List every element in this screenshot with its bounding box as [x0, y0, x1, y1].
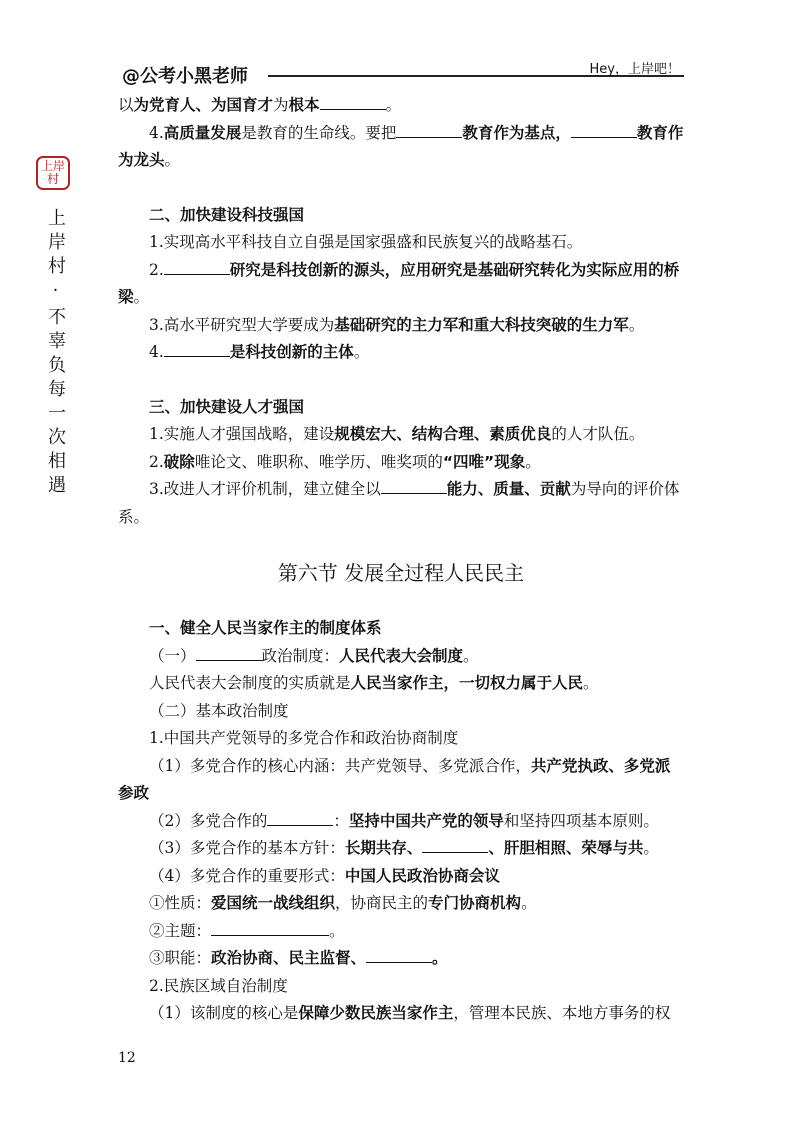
fill-blank: [164, 341, 230, 357]
section-title: 第六节 发展全过程人民民主: [277, 561, 525, 585]
header-slogan: Hey，上岸吧！: [589, 62, 680, 77]
fill-blank: [396, 122, 462, 138]
paragraph: （一） 政治制度：人民代表大会制度。: [149, 646, 479, 665]
paragraph: 2. 研究是科技创新的源头，应用研究是基础研究转化为实际应用的桥梁。: [118, 260, 680, 306]
fill-blank: [366, 947, 432, 963]
paragraph: ③职能：政治协商、民主监督、 。: [149, 949, 448, 967]
paragraph: 1.实现高水平科技自立自强是国家强盛和民族复兴的战略基石。: [149, 233, 583, 251]
fill-blank: [422, 837, 488, 853]
fill-blank: [211, 920, 329, 936]
fill-blank: [164, 259, 230, 275]
header-brand: @公考小黑老师: [122, 66, 248, 87]
paragraph: 1.实施人才强国战略，建设规模宏大、结构合理、素质优良的人才队伍。: [149, 425, 645, 443]
fill-blank: [196, 645, 262, 661]
paragraph: 1.中国共产党领导的多党合作和政治协商制度: [149, 729, 459, 747]
paragraph: 3.改进人才评价机制，建立健全以 能力、质量、贡献为导向的评价体系。: [118, 480, 680, 526]
seal-logo: [36, 156, 70, 190]
paragraph: （3）多党合作的基本方针：长期共存、 、肝胆相照、荣辱与共。: [149, 839, 659, 857]
paragraph: ①性质：爱国统一战线组织，协商民主的专门协商机构。: [149, 894, 537, 912]
paragraph: 4. 是科技创新的主体。: [149, 343, 370, 361]
section-heading: 一、健全人民当家作主的制度体系: [149, 619, 382, 637]
paragraph: （1）该制度的核心是保障少数民族当家作主，管理本民族、本地方事务的权: [149, 1004, 671, 1022]
paragraph: 2.民族区域自治制度: [149, 976, 288, 995]
seal-text-bottom: 村: [46, 172, 59, 186]
paragraph: （二）基本政治制度: [149, 701, 289, 720]
seal-text-top: 上岸: [40, 159, 65, 173]
paragraph: （4）多党合作的重要形式：中国人民政治协商会议: [149, 866, 500, 885]
fill-blank: [267, 810, 333, 826]
section-heading: 二、加快建设科技强国: [149, 205, 305, 224]
fill-blank: [571, 122, 637, 138]
paragraph: 4.高质量发展是教育的生命线。要把 教育作为基点， 教育作为龙头。: [118, 123, 684, 169]
paragraph: ②主题： 。: [149, 921, 345, 940]
page-content: [118, 92, 684, 1028]
fill-blank: [381, 478, 447, 494]
side-motto: 上岸村·不辜负每一次相遇: [45, 208, 66, 499]
paragraph: （1）多党合作的核心内涵：共产党领导、多党派合作，共产党执政、多党派参政: [118, 756, 671, 802]
page-number: 12: [118, 1050, 136, 1066]
fill-blank: [320, 94, 386, 110]
section-heading: 三、加快建设人才强国: [149, 397, 305, 416]
paragraph: 以为党育人、为国育才为根本 。: [118, 96, 402, 114]
paragraph: 人民代表大会制度的实质就是人民当家作主，一切权力属于人民。: [149, 674, 599, 692]
paragraph: 2.破除唯论文、唯职称、唯学历、唯奖项的“四唯”现象。: [149, 452, 541, 471]
paragraph: 3.高水平研究型大学要成为基础研究的主力军和重大科技突破的生力军。: [149, 315, 645, 334]
paragraph: （2）多党合作的 ：坚持中国共产党的领导和坚持四项基本原则。: [149, 811, 659, 830]
